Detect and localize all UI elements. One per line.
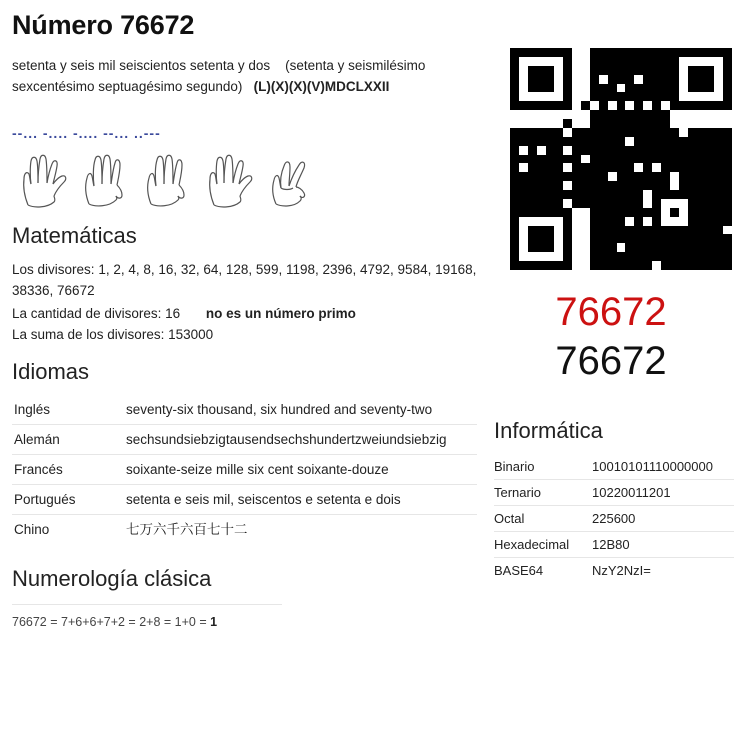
section-heading-math: Matemáticas [12,223,137,248]
number-display-red: 76672 [555,290,667,334]
numerology-expression: 76672 = 7+6+6+7+2 = 2+8 = 1+0 = [12,615,211,629]
numerology-result: 1 [210,615,218,629]
cardinal-words: setenta y seis mil seiscientos setenta y dos [12,58,271,73]
language-name: Portugués [12,485,122,515]
base-value: 10220011201 [592,480,734,506]
language-name: Alemán [12,425,122,455]
base-name: Hexadecimal [494,532,592,558]
language-value: sechsundsiebzigtausendsechshundertzweiundsiebzig [122,425,477,455]
language-name: Francés [12,455,122,485]
hand-sign-row [14,147,492,209]
left-column [12,0,492,629]
right-column [492,0,738,583]
base-value: 225600 [592,506,734,532]
base-name: Octal [494,506,592,532]
numerology-line [12,604,282,629]
divisors-label: Los divisores: [12,262,95,277]
divisors-value: 1, 2, 4, 8, 16, 32, 64, 128, 599, 1198, 2396, 4792, 9584, 19168, 38336, 76672 [12,262,477,298]
divisors-line [12,259,482,301]
language-name: Chino [12,515,122,545]
table-row [494,558,734,584]
prime-note: no es un número primo [205,306,356,321]
languages-table [12,395,477,544]
divisor-sum-label: La suma de los divisores: [12,327,165,342]
divisor-count-value: 16 [165,306,181,321]
table-row [12,515,477,545]
hand-sign-icon [138,147,196,209]
page-title: Número 76672 [12,10,195,40]
language-value: seventy-six thousand, six hundred and seventy-two [126,402,433,417]
ordinal-words: (setenta y seismilésimo sexcentésimo septuagésimo segundo) [12,58,426,94]
divisor-count-line [12,303,482,324]
divisor-sum-line [12,324,482,345]
base-name: Binario [494,459,535,474]
table-row [12,425,477,455]
language-value: soixante-seize mille six cent soixante-douze [122,455,477,485]
base-name: BASE64 [494,558,592,584]
table-row [12,455,477,485]
qr-code [510,48,738,270]
base-value: 10010101110000000 [592,459,713,474]
divisor-count-label: La cantidad de divisores: [12,306,162,321]
base-name: Ternario [494,480,592,506]
informatics-table [494,454,734,583]
number-in-words [12,55,482,97]
section-heading-informatics: Informática [494,418,603,443]
section-heading-numerology: Numerología clásica [12,566,212,591]
number-display-black: 76672 [555,339,667,383]
hand-sign-icon [200,147,258,209]
table-row [12,485,477,515]
section-heading-languages: Idiomas [12,359,90,384]
hand-sign-icon [76,147,134,209]
table-row [12,395,477,425]
language-value: setenta e seis mil, seiscentos e setenta e dois [122,485,477,515]
morse-code: --... -.... -.... --... ..--- [12,125,161,141]
table-row [494,454,734,480]
language-value: 七万六千六百七十二 [122,515,477,545]
language-name: Inglés [14,402,51,417]
divisor-sum-value: 153000 [168,327,214,342]
base-value: 12B80 [592,532,734,558]
qr-code-matrix [510,48,732,270]
table-row [494,532,734,558]
roman-numeral: (L)(X)(X)(V)MDCLXXII [253,79,390,94]
hand-sign-icon [14,147,72,209]
table-row [494,506,734,532]
base-value: NzY2NzI= [592,558,734,584]
table-row [494,480,734,506]
hand-sign-icon [262,147,320,209]
